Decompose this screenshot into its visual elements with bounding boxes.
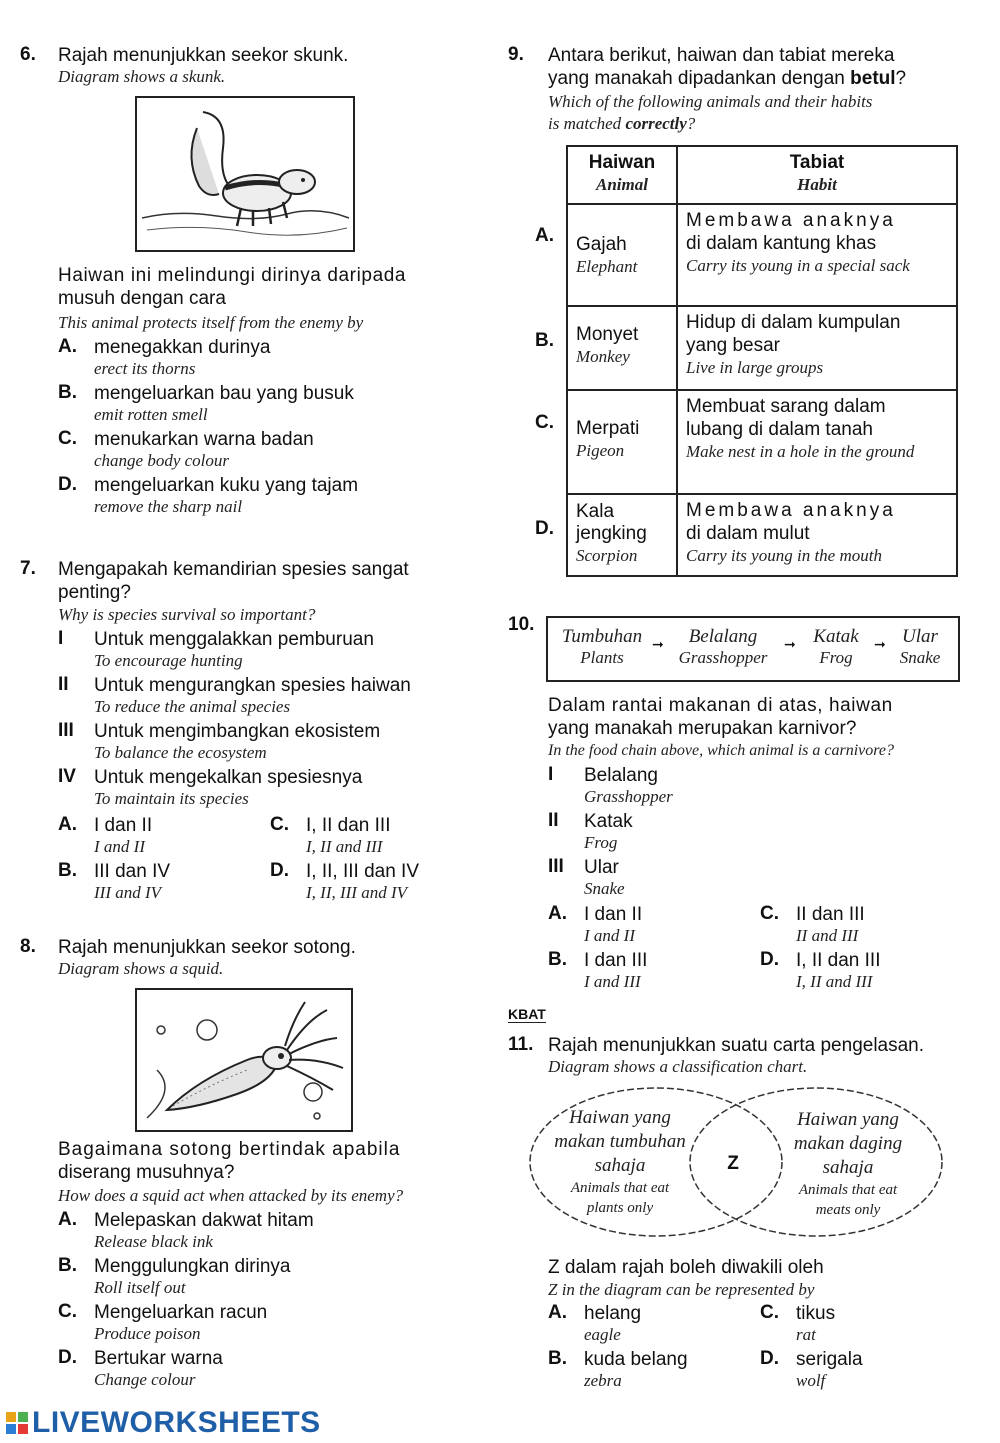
- statement-text-en: To encourage hunting: [94, 651, 243, 670]
- question-title-line2: [548, 67, 906, 90]
- option-text-en: I, II and III: [796, 972, 873, 991]
- question-number: 6.: [20, 44, 36, 65]
- statement-text: Katak: [584, 811, 633, 832]
- option-text: I, II dan III: [796, 950, 881, 971]
- option-text-en: Roll itself out: [94, 1278, 186, 1297]
- question-stem-en: This animal protects itself from the enemy by: [58, 313, 364, 332]
- option-text: I, II, III dan IV: [306, 861, 419, 882]
- chain-item-label-en: Frog: [819, 648, 853, 667]
- option-letter: C.: [58, 1301, 77, 1322]
- option-text-en: I and II: [94, 837, 145, 856]
- venn-left-label: [530, 1106, 710, 1218]
- question-title: Antara berikut, haiwan dan tabiat mereka: [548, 45, 895, 66]
- option-letter: D.: [760, 949, 779, 970]
- header-habit-label: Tabiat: [789, 152, 845, 173]
- option-text-en: zebra: [584, 1371, 622, 1390]
- question-number: 10.: [508, 614, 535, 635]
- chain-item: [668, 626, 778, 668]
- option-text: Melepaskan dakwat hitam: [94, 1210, 314, 1231]
- title-part: ?: [895, 68, 907, 89]
- title-emphasis: correctly: [625, 114, 687, 133]
- statement-text-en: To maintain its species: [94, 789, 249, 808]
- option-text: II dan III: [796, 904, 865, 925]
- option-letter: D.: [760, 1348, 779, 1369]
- option-text-en: rat: [796, 1325, 816, 1344]
- option-text: helang: [584, 1303, 642, 1324]
- chain-item-label-en: Plants: [580, 648, 624, 667]
- question-number: 8.: [20, 936, 36, 957]
- question-stem-en: In the food chain above, which animal is a carnivore?: [548, 742, 895, 759]
- habit-cell: [677, 306, 957, 390]
- option-text: I dan II: [94, 815, 153, 836]
- option-letter: B.: [58, 1255, 77, 1276]
- squid-icon: [137, 990, 351, 1130]
- chain-item-label: Katak: [813, 626, 859, 647]
- venn-right-text: Haiwan yang: [797, 1109, 899, 1130]
- option-letter: B.: [58, 860, 77, 881]
- option-letter: D.: [58, 474, 77, 495]
- title-part: yang manakah dipadankan dengan: [548, 68, 851, 89]
- question-stem: Haiwan ini melindungi dirinya daripada: [58, 265, 407, 286]
- header-habit-label-en: Habit: [797, 175, 837, 194]
- question-number: 11.: [508, 1034, 534, 1055]
- chain-item-label: Ular: [902, 626, 938, 647]
- statement-numeral: IV: [58, 766, 76, 787]
- option-letter: B.: [58, 382, 77, 403]
- chain-item-label: Tumbuhan: [561, 626, 643, 647]
- habit-text-en: Live in large groups: [686, 358, 824, 377]
- animal-name: Monyet: [576, 324, 639, 345]
- header-animal-label-en: Animal: [596, 175, 648, 194]
- question-title-en-line2: [548, 113, 695, 134]
- option-text: III dan IV: [94, 861, 171, 882]
- option-a[interactable]: A.: [535, 225, 554, 246]
- option-text: mengeluarkan kuku yang tajam: [94, 475, 359, 496]
- habit-text: Membawa anaknya: [686, 210, 896, 231]
- option-letter: D.: [58, 1347, 77, 1368]
- skunk-illustration: [135, 96, 355, 252]
- animal-cell: [567, 204, 677, 306]
- question-title: Rajah menunjukkan seekor skunk.: [58, 45, 349, 66]
- title-part: is matched: [548, 114, 626, 133]
- question-stem: Dalam rantai makanan di atas, haiwan: [548, 695, 893, 716]
- option-letter: C.: [270, 814, 289, 835]
- statement-numeral: III: [548, 856, 564, 877]
- animal-name: Merpati: [576, 418, 640, 439]
- statement-numeral: III: [58, 720, 74, 741]
- option-text-en: remove the sharp nail: [94, 497, 243, 516]
- option-letter: B.: [548, 949, 567, 970]
- question-title-en: Diagram shows a skunk.: [58, 67, 226, 86]
- question-title: Rajah menunjukkan suatu carta pengelasan.: [548, 1035, 925, 1056]
- option-text-en: erect its thorns: [94, 359, 196, 378]
- habit-text-line2: di dalam kantung khas: [686, 233, 877, 254]
- animal-name-en: Monkey: [576, 347, 630, 366]
- habit-cell: [677, 494, 957, 576]
- option-text-en: emit rotten smell: [94, 405, 208, 424]
- habit-text-line2: di dalam mulut: [686, 523, 810, 544]
- question-title-line2: penting?: [58, 582, 131, 603]
- question-stem-en: Z in the diagram can be represented by: [548, 1280, 815, 1299]
- arrow-right-icon: ➞: [874, 636, 886, 652]
- habit-text: Membawa anaknya: [686, 500, 896, 521]
- habit-cell: [677, 390, 957, 494]
- table-header-row: [567, 146, 957, 204]
- habit-text: Membuat sarang dalam: [686, 396, 886, 417]
- animal-name-en: Scorpion: [576, 546, 638, 565]
- venn-right-text-en: meats only: [815, 1202, 881, 1218]
- option-text-en: I and III: [584, 972, 641, 991]
- statement-text: Untuk mengekalkan spesiesnya: [94, 767, 363, 788]
- question-stem-line2: diserang musuhnya?: [58, 1162, 235, 1183]
- option-text: Mengeluarkan racun: [94, 1302, 268, 1323]
- question-number: 7.: [20, 558, 36, 579]
- statement-numeral: I: [58, 628, 64, 649]
- chain-item: [554, 626, 650, 668]
- habit-table: [566, 145, 958, 577]
- option-text: I, II dan III: [306, 815, 391, 836]
- statement-text-en: To balance the ecosystem: [94, 743, 267, 762]
- option-text-en: I, II, III and IV: [306, 883, 408, 902]
- statement-text: Belalang: [584, 765, 658, 786]
- animal-name-en: Elephant: [576, 257, 638, 276]
- option-letter: A.: [548, 1302, 567, 1323]
- question-stem: Bagaimana sotong bertindak apabila: [58, 1139, 401, 1160]
- option-text: Menggulungkan dirinya: [94, 1256, 291, 1277]
- venn-right-text: makan daging: [793, 1133, 903, 1154]
- option-letter: A.: [548, 903, 567, 924]
- habit-text-en: Carry its young in a special sack: [686, 256, 910, 275]
- header-animal: [567, 146, 677, 204]
- liveworksheets-logo[interactable]: [6, 1406, 321, 1440]
- venn-left-text-en: plants only: [586, 1200, 654, 1216]
- chain-item-label: Belalang: [688, 626, 758, 647]
- option-text-en: II and III: [796, 926, 859, 945]
- statement-numeral: II: [58, 674, 69, 695]
- animal-name: Kala jengking: [576, 501, 647, 544]
- question-title: Mengapakah kemandirian spesies sangat: [58, 559, 409, 580]
- option-text: mengeluarkan bau yang busuk: [94, 383, 354, 404]
- option-letter: A.: [58, 1209, 77, 1230]
- option-text: kuda belang: [584, 1349, 688, 1370]
- habit-text-line2: yang besar: [686, 335, 781, 356]
- option-text-en: wolf: [796, 1371, 826, 1390]
- option-letter: B.: [548, 1348, 567, 1369]
- chain-item: [800, 626, 872, 668]
- option-text: Bertukar warna: [94, 1348, 223, 1369]
- option-text: I dan III: [584, 950, 648, 971]
- title-part: ?: [686, 114, 696, 133]
- option-text-en: Release black ink: [94, 1232, 213, 1251]
- squid-illustration: [135, 988, 353, 1132]
- question-title-en: Diagram shows a classification chart.: [548, 1057, 808, 1076]
- option-c[interactable]: C.: [535, 412, 554, 433]
- venn-left-text: Haiwan yang: [569, 1107, 671, 1128]
- skunk-icon: [137, 98, 353, 250]
- statement-text-en: To reduce the animal species: [94, 697, 291, 716]
- statement-text: Ular: [584, 857, 619, 878]
- option-text: menegakkan durinya: [94, 337, 271, 358]
- chain-item-label-en: Grasshopper: [678, 648, 768, 667]
- option-text-en: III and IV: [94, 883, 162, 902]
- option-letter: C.: [760, 903, 779, 924]
- table-row[interactable]: [567, 390, 957, 494]
- question-stem-line2: musuh dengan cara: [58, 288, 226, 309]
- option-letter: D.: [270, 860, 289, 881]
- option-text: tikus: [796, 1303, 836, 1324]
- option-b[interactable]: B.: [535, 330, 554, 351]
- option-text-en: Produce poison: [94, 1324, 201, 1343]
- option-text-en: I and II: [584, 926, 635, 945]
- header-habit: [677, 146, 957, 204]
- logo-text: LIVEWORKSHEETS: [32, 1406, 321, 1439]
- option-letter: C.: [58, 428, 77, 449]
- venn-right-label: [758, 1108, 938, 1220]
- question-stem-line2: yang manakah merupakan karnivor?: [548, 718, 857, 739]
- question-stem: Z dalam rajah boleh diwakili oleh: [548, 1257, 824, 1278]
- animal-name-en: Pigeon: [576, 441, 625, 460]
- animal-cell: [567, 306, 677, 390]
- option-letter: A.: [58, 336, 77, 357]
- statement-text-en: Frog: [584, 833, 618, 852]
- chain-item-label-en: Snake: [899, 648, 941, 667]
- option-text: I dan II: [584, 904, 643, 925]
- question-title-en: Why is species survival so important?: [58, 605, 316, 624]
- option-letter: C.: [760, 1302, 779, 1323]
- habit-cell: [677, 204, 957, 306]
- question-title: Rajah menunjukkan seekor sotong.: [58, 937, 356, 958]
- kbat-label: KBAT: [508, 1006, 546, 1022]
- venn-right-text-en: Animals that eat: [798, 1182, 898, 1198]
- statement-text-en: Grasshopper: [584, 787, 673, 806]
- option-text-en: Change colour: [94, 1370, 196, 1389]
- question-stem-en: How does a squid act when attacked by its enemy?: [58, 1186, 404, 1205]
- statement-text: Untuk mengimbangkan ekosistem: [94, 721, 381, 742]
- venn-right-text: sahaja: [822, 1157, 874, 1178]
- header-animal-label: Haiwan: [588, 152, 656, 173]
- option-text: menukarkan warna badan: [94, 429, 314, 450]
- venn-left-text: sahaja: [594, 1155, 646, 1176]
- option-letter: A.: [58, 814, 77, 835]
- habit-text: Hidup di dalam kumpulan: [686, 312, 901, 333]
- question-title-en: Which of the following animals and their habits: [548, 92, 873, 111]
- venn-left-text: makan tumbuhan: [554, 1131, 686, 1152]
- animal-cell: [567, 390, 677, 494]
- question-title-en: Diagram shows a squid.: [58, 959, 224, 978]
- arrow-right-icon: ➞: [784, 636, 796, 652]
- habit-text-en: Make nest in a hole in the ground: [686, 442, 915, 461]
- statement-text: Untuk menggalakkan pemburuan: [94, 629, 374, 650]
- option-text: serigala: [796, 1349, 863, 1370]
- arrow-right-icon: ➞: [652, 636, 664, 652]
- statement-text: Untuk mengurangkan spesies haiwan: [94, 675, 411, 696]
- table-row[interactable]: [567, 306, 957, 390]
- title-emphasis: betul: [850, 68, 896, 89]
- option-d[interactable]: D.: [535, 518, 554, 539]
- statement-numeral: II: [548, 810, 559, 831]
- statement-text-en: Snake: [584, 879, 625, 898]
- question-number: 9.: [508, 44, 524, 65]
- option-text-en: I, II and III: [306, 837, 383, 856]
- liveworksheets-icon: [6, 1412, 28, 1434]
- habit-text-en: Carry its young in the mouth: [686, 546, 882, 565]
- animal-cell: [567, 494, 677, 576]
- option-text-en: eagle: [584, 1325, 621, 1344]
- food-chain-box: [546, 616, 960, 682]
- chain-item: [888, 626, 952, 668]
- table-row[interactable]: [567, 204, 957, 306]
- table-row[interactable]: [567, 494, 957, 576]
- habit-text-line2: lubang di dalam tanah: [686, 419, 873, 440]
- animal-name: Gajah: [576, 234, 627, 255]
- venn-left-text-en: Animals that eat: [570, 1180, 670, 1196]
- venn-intersection-label: Z: [720, 1150, 746, 1178]
- statement-numeral: I: [548, 764, 554, 785]
- option-text-en: change body colour: [94, 451, 230, 470]
